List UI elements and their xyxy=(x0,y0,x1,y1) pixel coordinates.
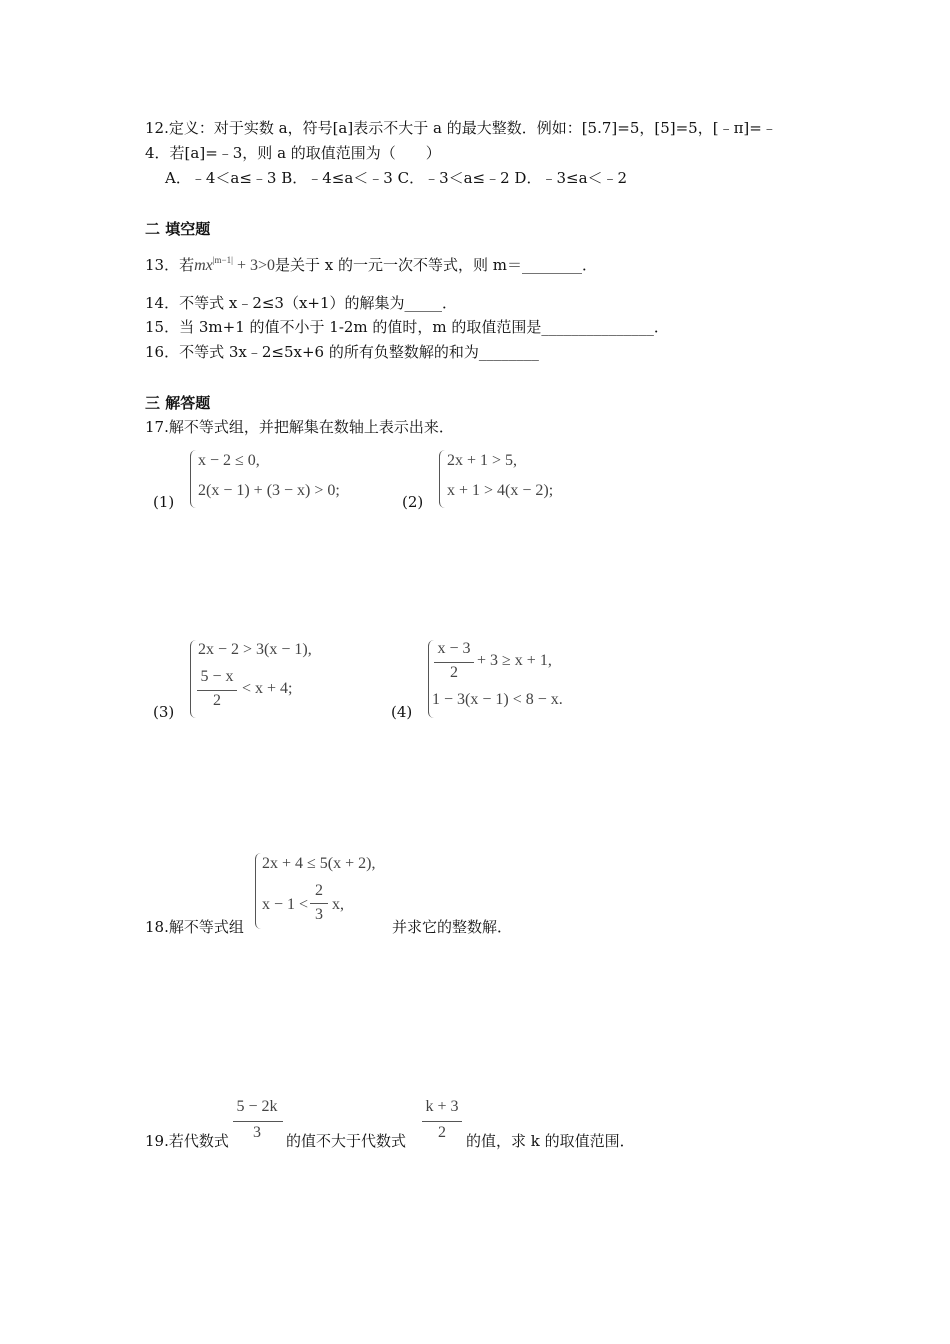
q17-p3-frac-num: 5 − x xyxy=(200,668,234,685)
q19-frac1-den: 3 xyxy=(253,1124,261,1141)
q17-p4-frac-line xyxy=(434,662,474,663)
q19-prefix: 19.若代数式 xyxy=(145,1132,229,1150)
q12-line1: 12.定义：对于实数 a，符号[a]表示不大于 a 的最大整数．例如：[5.7]=5，[5]=5，[﹣π]=﹣ xyxy=(145,119,777,137)
q17-p1-label: (1) xyxy=(153,493,175,511)
q17-p4-frac-den: 2 xyxy=(450,664,458,681)
q13-suffix: 是关于 x 的一元一次不等式，则 m＝________． xyxy=(274,256,597,274)
section-title-fill-in: 二 填空题 xyxy=(145,220,211,238)
q17-p4-eq1: + 3 ≥ x + 1, xyxy=(477,652,552,669)
q18-frac-line xyxy=(310,903,328,904)
q18-eq2-rest: x, xyxy=(332,896,344,913)
q19-frac1-line xyxy=(233,1121,283,1122)
q17-p4-eq2: 1 − 3(x − 1) < 8 − x. xyxy=(432,691,563,708)
q19-frac1-num: 5 − 2k xyxy=(236,1098,278,1115)
q17-p3-frac-line xyxy=(197,690,237,691)
q14: 14．不等式 x﹣2≤3（x+1）的解集为_____． xyxy=(145,294,458,312)
q17-p4-frac-num: x − 3 xyxy=(437,640,471,657)
q18-prefix: 18.解不等式组 xyxy=(145,918,244,936)
q19-suffix: 的值，求 k 的取值范围． xyxy=(466,1132,635,1150)
q17-p2-eq2: x + 1 > 4(x − 2); xyxy=(447,482,554,499)
q12-options: A．﹣4＜a≤﹣3 B．﹣4≤a＜﹣3 C．﹣3＜a≤﹣2 D．﹣3≤a＜﹣2 xyxy=(165,169,628,187)
q19-frac2-num: k + 3 xyxy=(425,1098,459,1115)
q18-eq1: 2x + 4 ≤ 5(x + 2), xyxy=(262,855,376,872)
q17-p3-frac-den: 2 xyxy=(213,692,221,709)
q13 xyxy=(145,250,597,276)
q17-p2-eq1: 2x + 1 > 5, xyxy=(447,452,518,469)
q17-p2-label: (2) xyxy=(402,493,424,511)
q17-p3-eq1: 2x − 2 > 3(x − 1), xyxy=(198,641,312,658)
q13-prefix: 13．若 xyxy=(145,256,195,274)
q17-p3-brace xyxy=(190,640,197,718)
q17-p3-eq2: < x + 4; xyxy=(242,680,293,697)
q17-p1-eq2: 2(x − 1) + (3 − x) > 0; xyxy=(198,482,340,499)
q15: 15．当 3m+1 的值不小于 1-2m 的值时，m 的取值范围是_______________． xyxy=(145,318,669,336)
q17-p4-label: (4) xyxy=(391,703,413,721)
q19-middle: 的值不大于代数式 xyxy=(286,1132,407,1150)
q19-frac2-line xyxy=(422,1121,462,1122)
q17-text: 17.解不等式组，并把解集在数轴上表示出来． xyxy=(145,418,454,436)
q18-suffix: 并求它的整数解． xyxy=(392,918,513,936)
q19-frac2-den: 2 xyxy=(438,1124,446,1141)
q16: 16．不等式 3x﹣2≤5x+6 的所有负整数解的和为________ xyxy=(145,343,539,361)
q13-math: $mx^{|m-1|} + 3>0$ xyxy=(194,255,275,274)
q17-p1-brace xyxy=(190,450,197,508)
q18-frac-den: 3 xyxy=(315,906,323,923)
q18-frac-num: 2 xyxy=(315,882,323,899)
q18-eq2-lhs: x − 1 < xyxy=(262,896,309,913)
q17-p3-label: (3) xyxy=(153,703,175,721)
q17-p1-eq1: x − 2 ≤ 0, xyxy=(198,452,260,469)
section-title-answer: 三 解答题 xyxy=(145,394,211,412)
q12-line2: 4．若[a]=﹣3，则 a 的取值范围为（ ） xyxy=(145,144,441,162)
q17-p2-brace xyxy=(439,450,446,508)
q18-brace xyxy=(255,853,262,929)
